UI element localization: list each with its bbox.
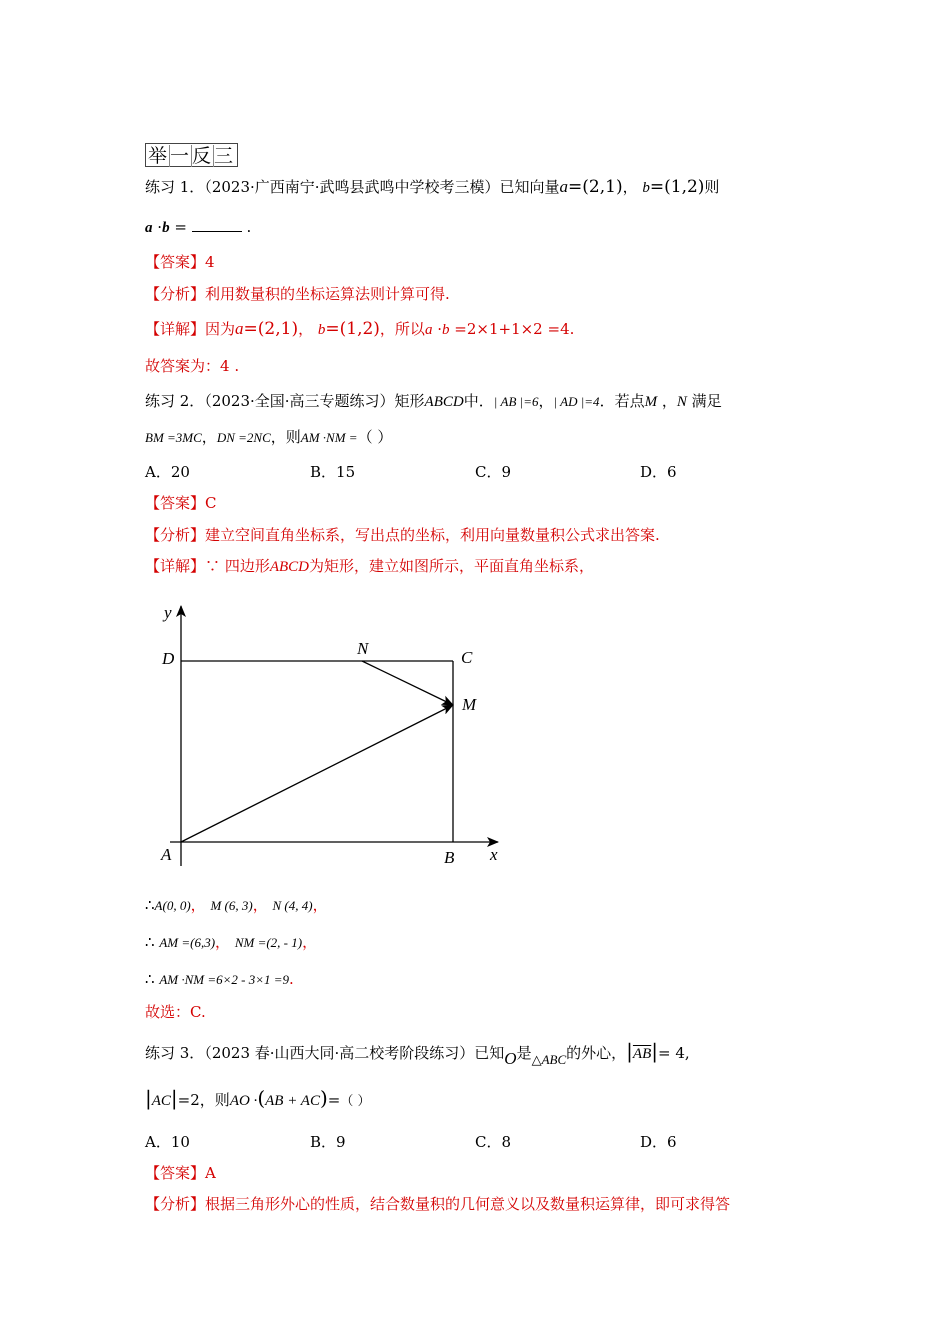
therefore-symbol: ∴ — [145, 933, 155, 951]
answer-tag: 【答案】 — [145, 253, 206, 271]
detail-tag: 【详解】 — [145, 320, 206, 338]
vector-b: b — [162, 220, 170, 236]
point-o: O — [504, 1049, 517, 1068]
option-d[interactable] — [640, 1131, 677, 1153]
option-letter: B． — [310, 463, 337, 481]
comma: ， — [622, 178, 638, 196]
option-value: 20 — [170, 463, 190, 481]
option-letter: A． — [145, 1133, 171, 1151]
period: . — [569, 320, 575, 338]
ex2-source: （2023·全国·高三专题练习）矩形 — [204, 392, 425, 410]
ex1-question — [145, 176, 719, 199]
ex2-answer — [145, 492, 217, 514]
y-axis-label: y — [164, 603, 172, 622]
option-b[interactable] — [310, 1131, 346, 1153]
norm-bar-left: | — [626, 1039, 633, 1063]
option-d[interactable] — [640, 461, 677, 483]
final-text: 故答案为： — [145, 357, 221, 375]
then-text: 则 — [704, 178, 720, 196]
ex1-answer — [145, 251, 215, 273]
rectangle-name: ABCD — [424, 394, 464, 410]
vector-b: b — [642, 180, 650, 196]
option-letter: D． — [640, 463, 668, 481]
vector-b: b — [317, 322, 326, 338]
option-letter: A． — [145, 463, 171, 481]
ex2-vectors — [145, 931, 317, 954]
final-text: 故选：C. — [145, 1003, 206, 1021]
analysis-text: 利用数量积的坐标运算法则计算可得. — [205, 285, 450, 303]
vector-ab: $\overline{AB}$ — [632, 1046, 652, 1062]
satisfy-text: 满足 — [691, 392, 722, 410]
answer-value: C — [205, 494, 217, 512]
point-b-label: B — [444, 848, 455, 867]
dot-operator: · — [437, 320, 442, 338]
rectangle-name: ABCD — [269, 559, 309, 575]
then-text: ，则 — [199, 1091, 230, 1109]
vector-a-value: =(2,1) — [568, 177, 623, 197]
option-value: 9 — [501, 463, 512, 481]
heading-char: 一 — [170, 145, 191, 167]
ad-length: | AD |=4 — [553, 394, 600, 409]
mid-text: 中． — [463, 392, 494, 410]
ex1-final — [145, 355, 239, 377]
answer-paren: （ ） — [340, 1094, 371, 1109]
vector-a: a — [424, 322, 433, 338]
norm-value: = 4, — [658, 1044, 690, 1062]
heading-char: 三 — [214, 145, 235, 167]
point-a-label: A — [161, 845, 172, 864]
point-c-label: C — [461, 648, 473, 667]
ex3-source: （2023 春·山西大同·高二校考阶段练习）已知 — [204, 1044, 505, 1062]
vector-a: a — [235, 319, 244, 338]
ex3-question-cont — [145, 1087, 371, 1113]
is-text: 是 — [516, 1044, 532, 1062]
answer-blank — [192, 217, 242, 232]
because-symbol: ∵ — [205, 557, 221, 575]
answer-value: 4 — [205, 253, 215, 271]
dot-expression: AM ·NM = — [300, 430, 358, 445]
analysis-text: 根据三角形外心的性质，结合数量积的几何意义以及数量积运算律，即可求得答 — [205, 1195, 731, 1213]
comma: ， — [661, 392, 677, 410]
detail-text: 为矩形，建立如图所示，平面直角坐标系， — [309, 557, 595, 575]
vector-b: b — [442, 322, 450, 338]
option-letter: C． — [475, 463, 502, 481]
ex2-question — [145, 390, 722, 413]
option-letter: C． — [475, 1133, 502, 1151]
ex1-blank-line — [145, 216, 251, 239]
option-value: 9 — [336, 1133, 346, 1151]
triangle-abc: △ABC — [531, 1052, 567, 1067]
paren-left: ( — [257, 1086, 266, 1110]
vector-a: a — [145, 220, 153, 236]
option-value: 6 — [667, 1133, 677, 1151]
vector-sum: AB + AC — [265, 1093, 320, 1109]
equals: = — [174, 218, 187, 236]
comma: ， — [201, 428, 217, 446]
dot-product-calc: =2×1+1×2 =4 — [454, 320, 570, 338]
option-value: 6 — [667, 463, 677, 481]
detail-text: 四边形 — [224, 557, 270, 575]
comma: ， — [190, 896, 206, 914]
heading-char: 举 — [148, 145, 169, 167]
point-a-coord: A(0, 0) — [154, 898, 191, 913]
heading-char: 反 — [192, 145, 213, 167]
period: . — [289, 970, 294, 988]
vector-a-value: =(2,1) — [243, 319, 299, 339]
point-m-label: M — [462, 695, 477, 714]
final-value: 4 — [220, 357, 230, 375]
vector-b-value: =(1,2) — [325, 319, 380, 339]
vector-a: a — [559, 177, 569, 196]
comma: ， — [252, 896, 268, 914]
comma: ， — [312, 896, 328, 914]
x-axis-label: x — [490, 845, 498, 864]
paren-right: ) — [319, 1086, 328, 1110]
comma: ， — [215, 933, 231, 951]
vector-ac: AC — [151, 1093, 171, 1109]
ex2-label: 练习 2． — [145, 392, 205, 410]
dot-product-calc: AM ·NM =6×2 - 3×1 =9 — [159, 972, 290, 987]
section-heading — [145, 143, 238, 167]
period: . — [246, 218, 252, 236]
ex3-label: 练习 3． — [145, 1044, 205, 1062]
ex3-analysis — [145, 1193, 730, 1215]
option-letter: D． — [640, 1133, 668, 1151]
ex1-label: 练习 1． — [145, 178, 205, 196]
option-letter: B． — [310, 1133, 337, 1151]
vector-am — [181, 705, 453, 842]
point-n-coord: N (4, 4) — [272, 898, 313, 913]
so-text: ，所以 — [379, 320, 425, 338]
analysis-tag: 【分析】 — [145, 285, 206, 303]
point-d-label: D — [162, 649, 175, 668]
coordinate-figure — [150, 598, 510, 873]
dot-operator: · — [157, 218, 163, 236]
vector-ao: AO · — [229, 1093, 258, 1109]
ex2-analysis — [145, 524, 660, 546]
answer-tag: 【答案】 — [145, 494, 206, 512]
answer-value: A — [205, 1164, 216, 1182]
vector-b-value: =(1,2) — [649, 177, 705, 197]
norm-bar-right: | — [651, 1039, 658, 1063]
ex3-answer — [145, 1162, 216, 1184]
option-c[interactable] — [475, 461, 511, 483]
point-n-label: N — [357, 639, 369, 658]
point-n: N — [676, 394, 687, 410]
answer-paren: （ ） — [357, 428, 393, 446]
option-c[interactable] — [475, 1131, 511, 1153]
comma: ， — [302, 933, 318, 951]
then-text: ，则 — [270, 428, 301, 446]
point-m-coord: M (6, 3) — [210, 898, 253, 913]
ex2-final — [145, 1001, 206, 1023]
detail-text: 因为 — [205, 320, 236, 338]
option-a[interactable] — [145, 1131, 190, 1153]
detail-tag: 【详解】 — [145, 557, 206, 575]
equals: = — [327, 1091, 341, 1109]
norm-bar-right: | — [170, 1086, 178, 1110]
ex1-source: （2023·广西南宁·武鸣县武鸣中学校考三模）已知向量 — [204, 178, 560, 196]
answer-tag: 【答案】 — [145, 1164, 206, 1182]
point-m: M — [644, 394, 658, 410]
option-b[interactable] — [310, 461, 355, 483]
ex2-points — [145, 894, 328, 917]
therefore-symbol: ∴ — [145, 896, 155, 914]
ex2-detail — [145, 555, 594, 578]
ex1-detail — [145, 318, 574, 341]
norm-value: =2 — [177, 1091, 200, 1109]
if-text: ．若点 — [599, 392, 645, 410]
comma: ， — [538, 392, 554, 410]
ex3-question — [145, 1039, 690, 1068]
comma: ， — [298, 320, 314, 338]
vector-nm-value: NM =(2, - 1) — [234, 935, 303, 950]
ex2-conditions — [145, 426, 392, 449]
option-value: 8 — [501, 1133, 512, 1151]
ex2-dot-result — [145, 968, 294, 991]
norm-bar-left: | — [145, 1086, 152, 1110]
period: . — [234, 357, 240, 375]
analysis-tag: 【分析】 — [145, 1195, 206, 1213]
vector-nm — [362, 661, 453, 705]
option-value: 15 — [336, 463, 356, 481]
vector-am-value: AM =(6,3) — [159, 935, 216, 950]
circumcenter-text: 的外心， — [566, 1044, 627, 1062]
analysis-tag: 【分析】 — [145, 526, 206, 544]
analysis-text: 建立空间直角坐标系，写出点的坐标，利用向量数量积公式求出答案. — [205, 526, 660, 544]
condition-bm: BM =3MC — [145, 430, 202, 445]
option-a[interactable] — [145, 461, 190, 483]
option-value: 10 — [170, 1133, 190, 1151]
ab-length: | AB |=6 — [493, 394, 539, 409]
condition-dn: DN =2NC — [216, 430, 271, 445]
ex1-analysis — [145, 283, 450, 305]
therefore-symbol: ∴ — [145, 970, 155, 988]
